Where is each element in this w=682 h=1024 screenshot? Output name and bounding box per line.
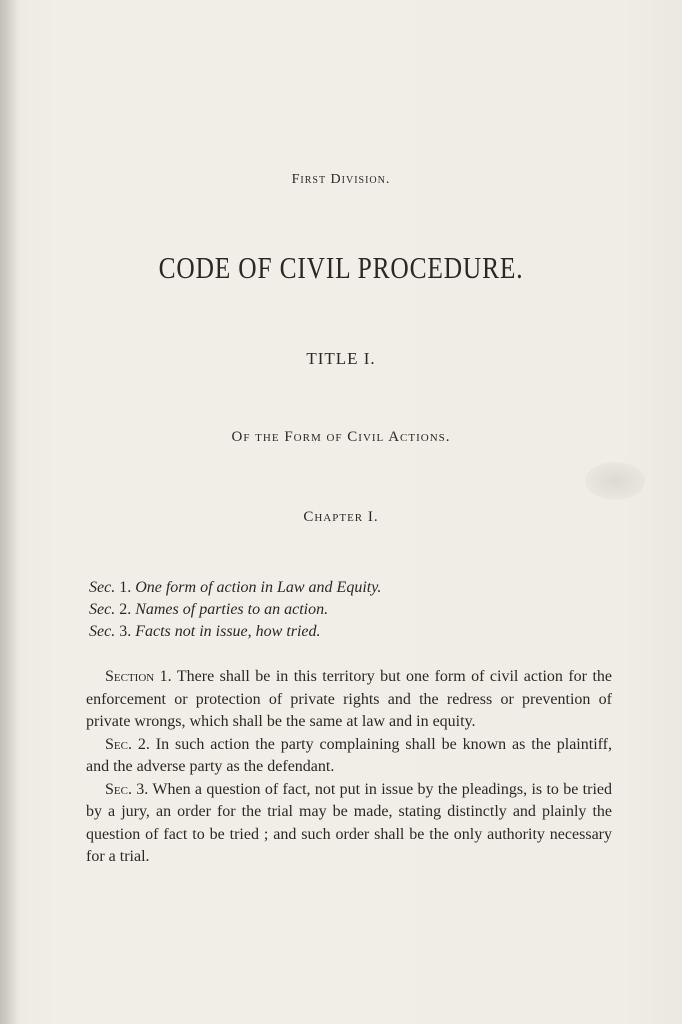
title-number: TITLE I.: [306, 349, 376, 368]
title-subject: Of the Form of Civil Actions.: [231, 429, 451, 445]
section-paragraph: [86, 779, 612, 869]
contents-text: Facts not in issue, how tried.: [135, 623, 321, 640]
section-text: In such action the party complaining shall be known as the plaintiff, and the adverse party as the defendant.: [86, 735, 613, 775]
section-text: There shall be in this territory but one form of civil action for the enforcement or protection of private rights and the redress or prevention of private wrongs, which shall be the same at law and in equity.: [86, 668, 613, 730]
contents-number: 2.: [119, 601, 132, 618]
section-text: When a question of fact, not put in issue by the pleadings, is to be tried by a jury, an order for the trial may be made, stating distinctly and plainly the question of fact to be tried ; and such order shall be the only authority necessary for a trial.: [86, 780, 612, 865]
contents-number: 3.: [119, 623, 132, 640]
contents-number: 1.: [119, 579, 132, 596]
section-label: Sec. 3.: [105, 780, 149, 798]
division-heading: First Division.: [291, 172, 391, 187]
section-contents-list: [89, 577, 589, 643]
section-label: Section 1.: [105, 668, 172, 685]
body-text: [86, 666, 612, 869]
contents-item: [89, 599, 589, 621]
contents-item: [89, 621, 589, 643]
contents-text: Names of parties to an action.: [135, 601, 329, 618]
contents-label: Sec.: [89, 601, 116, 618]
contents-label: Sec.: [89, 579, 116, 596]
contents-label: Sec.: [89, 623, 116, 640]
chapter-heading: Chapter I.: [303, 509, 379, 525]
code-title: CODE OF CIVIL PROCEDURE.: [158, 250, 524, 285]
section-paragraph: [86, 666, 612, 734]
contents-text: One form of action in Law and Equity.: [135, 579, 382, 596]
contents-item: [89, 577, 589, 599]
section-label: Sec. 2.: [105, 735, 150, 753]
section-paragraph: [86, 734, 612, 779]
paper-stain: [585, 462, 645, 500]
